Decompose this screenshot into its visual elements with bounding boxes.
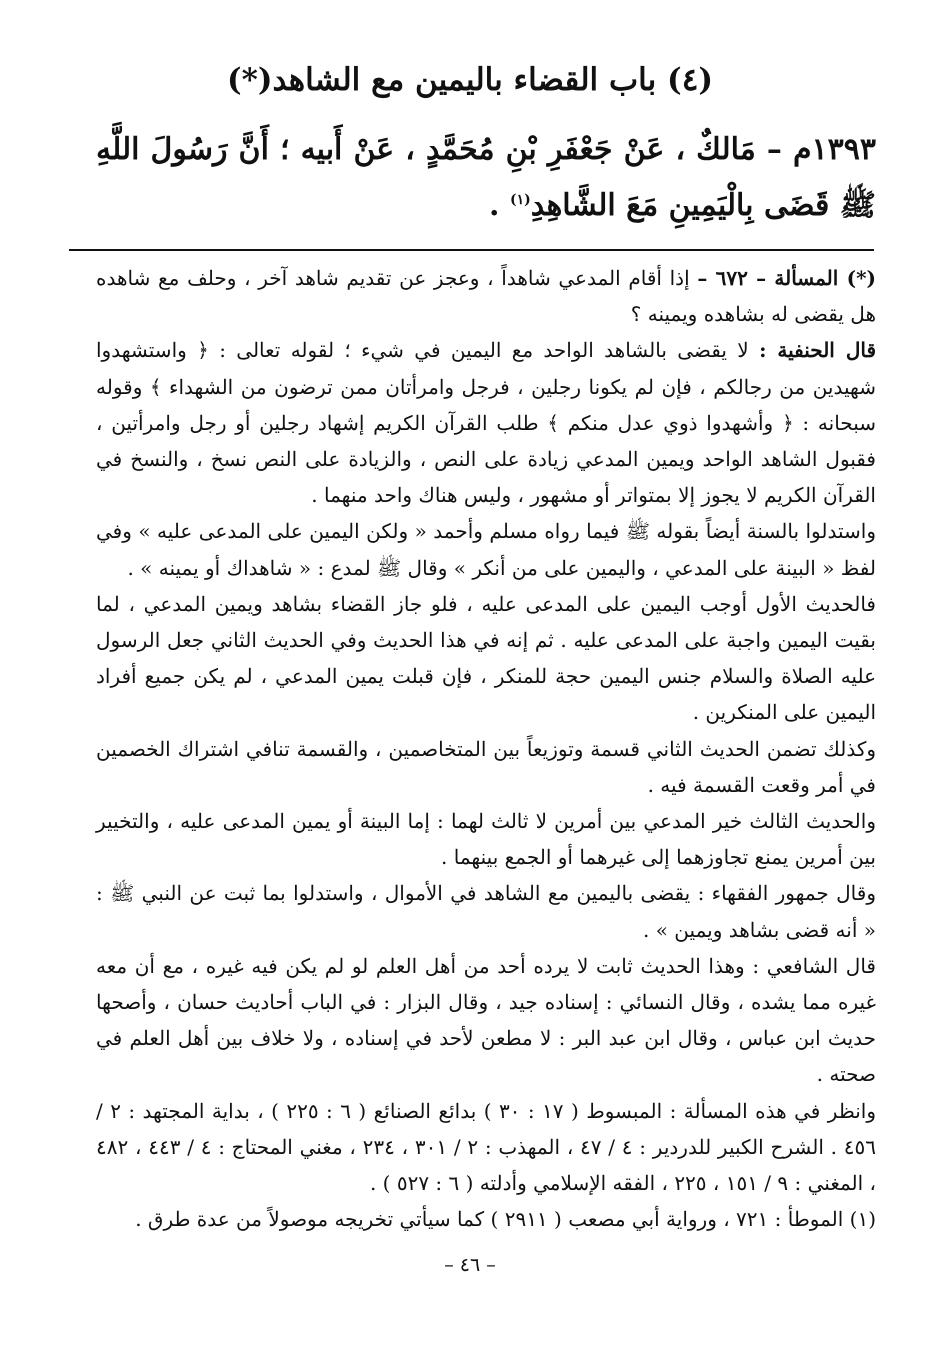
note-paragraph: [96, 260, 876, 332]
notes-separator: [69, 249, 874, 251]
commentary-notes: [96, 260, 876, 1237]
note-paragraph: والحديث الثالث خير المدعي بين أمرين لا ثالث لهما : إما البينة أو يمين المدعى عليه ، والتخيير بين أمرين يمنع تجاوزهما إلى غيرهما أو الجمع بينهما .: [96, 809, 876, 870]
hadith-number: ١٣٩٣م –: [766, 132, 876, 167]
footnote-reference[interactable]: (١): [509, 192, 531, 208]
footnote: (١) الموطأ : ٧٢١ ، ورواية أبي مصعب ( ٢٩١١ ) كما سيأتي تخريجه موصولاً من عدة طرق .: [135, 1207, 876, 1232]
note-paragraph: وقال جمهور الفقهاء : يقضى باليمين مع الشاهد في الأموال ، واستدلوا بما ثبت عن النبي ﷺ : « أنه قضى بشاهد ويمين » .: [96, 881, 876, 942]
note-paragraph: وكذلك تضمن الحديث الثاني قسمة وتوزيعاً بين المتخاصمين ، والقسمة تنافي اشتراك الخصمين في أمر وقعت القسمة فيه .: [96, 736, 876, 797]
hanafi-label: قال الحنفية :: [759, 338, 877, 363]
references-paragraph: وانظر في هذه المسألة : المبسوط ( ١٧ : ٣٠ ) بدائع الصنائع ( ٦ : ٢٢٥ ) ، بداية المجتهد : ٢ / ٤٥٦ . الشرح الكبير للدردير : ٤ / ٤٧ ، المهذب : ٢ / ٣٠١ ، ٢٣٤ ، مغني المحتاج : ٤ / ٤٤٣ ، ٤٨٢ ، المغني : ٩ / ١٥١ ، ٢٢٥ ، الفقه الإسلامي وأدلته ( ٦ : ٥٢٧ ) .: [96, 1098, 877, 1196]
hadith-text: [96, 122, 876, 234]
note-paragraph: [96, 332, 876, 513]
issue-question: إذا أقام المدعي شاهداً ، وعجز عن تقديم شاهد آخر ، وحلف مع شاهده هل يقضى له بشاهده ويمينه ؟: [96, 266, 876, 327]
note-paragraph: قال الشافعي : وهذا الحديث ثابت لا يرده أحد من أهل العلم لو لم يكن فيه غيره ، مع أن معه غيره مما يشده ، وقال النسائي : إسناده جيد ، وقال البزار : في الباب أحاديث حسان ، وأصحها حديث ابن عباس ، وقال ابن عبد البر : لا مطعن لأحد في إسناده ، ولا خلاف بين أهل العلم في صحته .: [96, 953, 876, 1087]
issue-label: (*) المسألة – ٦٧٢ –: [697, 266, 876, 290]
hadith-body: مَالكٌ ، عَنْ جَعْفَرِ بْنِ مُحَمَّدٍ ، عَنْ أَبيه ؛ أَنَّ رَسُولَ اللَّهِ ﷺ قَضَى بِالْيَمِينِ مَعَ الشَّاهِدِ: [96, 132, 876, 223]
hadith-end: .: [489, 188, 510, 223]
hanafi-text: لا يقضى بالشاهد الواحد مع اليمين في شيء ؛ لقوله تعالى : ﴿ واستشهدوا شهيدين من رجالكم ، فإن لم يكونا رجلين ، فرجل وامرأتان ممن ترضون من الشهداء ﴾ وقوله سبحانه : ﴿ وأشهدوا ذوي عدل منكم ﴾ طلب القرآن الكريم إشهاد رجلين أو رجل وامرأتين ، فقبول الشاهد الواحد ويمين المدعي زيادة على النص ، والزيادة على النص نسخ ، والنسخ في القرآن الكريم لا يجوز إلا بمتواتر أو مشهور ، وليس هناك واحد منهما .: [96, 338, 876, 508]
note-paragraph: واستدلوا بالسنة أيضاً بقوله ﷺ فيما رواه مسلم وأحمد « ولكن اليمين على المدعى عليه » وفي لفظ « البينة على المدعي ، واليمين على من أنكر » وقال ﷺ لمدع : « شاهداك أو يمينه » .: [96, 519, 876, 580]
note-paragraph: فالحديث الأول أوجب اليمين على المدعى عليه ، فلو جاز القضاء بشاهد ويمين المدعي ، لما بقيت اليمين واجبة على المدعى عليه . ثم إنه في هذا الحديث وفي الحديث الثاني جعل الرسول عليه الصلاة والسلام جنس اليمين حجة للمنكر ، فإن قبلت يمين المدعي ، لم يكن جميع أفراد اليمين على المنكرين .: [96, 591, 876, 725]
chapter-heading: (٤) باب القضاء باليمين مع الشاهد(*): [226, 62, 714, 98]
page-number: – ٤٦ –: [444, 1254, 496, 1276]
